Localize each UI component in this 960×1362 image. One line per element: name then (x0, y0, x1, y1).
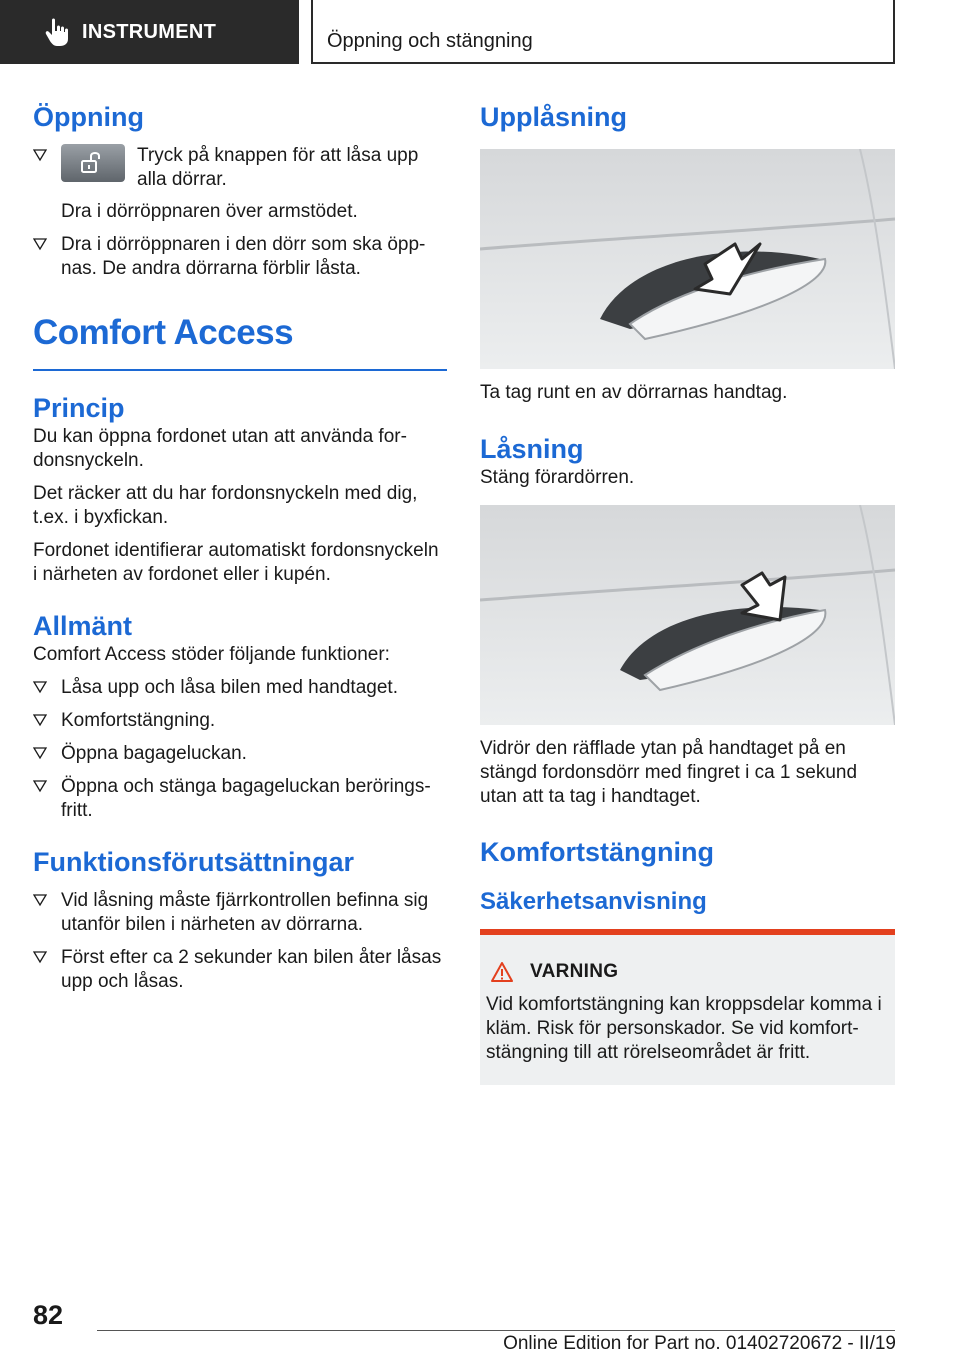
list-item (33, 233, 447, 281)
footer-edition: Online Edition for Part no. 01402720672 - II/19 (503, 1333, 896, 1354)
princip-p1: Du kan öppna fordonet utan att använda for- donsnyckeln. (33, 426, 407, 471)
chapter-title: Öppning och stängning (327, 30, 533, 52)
allmant-intro: Comfort Access stöder följande funktioner: (33, 644, 390, 665)
oppning-b1-line1: Tryck på knappen för att låsa upp (137, 145, 419, 166)
triangle-bullet-icon (33, 746, 47, 760)
oppning-b2-line1: Dra i dörröppnaren i den dörr som ska öpp- (61, 234, 426, 255)
lasning-text: Stäng förardörren. (480, 467, 635, 488)
door-handle-grip-image (480, 149, 895, 369)
heading-oppning: Öppning (33, 102, 144, 132)
warning-header (490, 961, 618, 983)
funk-item-text: upp och låsas. (61, 971, 184, 992)
section-tab (0, 0, 299, 64)
funk-item-text: Vid låsning måste fjärrkontrollen befinna sig (61, 890, 429, 911)
warning-title: VARNING (530, 961, 619, 982)
left-column (33, 100, 447, 994)
triangle-bullet-icon (33, 148, 47, 162)
lasning-caption: Vidrör den räfflade ytan på handtaget på en stängd fordonsdörr med fingret i ca 1 sekund utan att ta tag i handtaget. (480, 738, 858, 807)
list-item (33, 144, 447, 200)
upplasning-text: Ta tag runt en av dörrarnas handtag. (480, 382, 788, 403)
list-item (33, 709, 447, 733)
heading-sakerhetsanvisning: Säkerhetsanvisning (480, 888, 707, 915)
hand-pointer-icon (36, 12, 76, 52)
chapter-header (311, 0, 895, 64)
warning-triangle-icon (490, 961, 514, 983)
list-item (33, 742, 447, 766)
heading-lasning: Låsning (480, 434, 584, 464)
triangle-bullet-icon (33, 237, 47, 251)
triangle-bullet-icon (33, 950, 47, 964)
princip-p2: Det räcker att du har fordonsnyckeln med dig, t.ex. i byxfickan. (33, 483, 418, 528)
list-item (33, 946, 447, 994)
funk-item-text: utanför bilen i närheten av dörrarna. (61, 914, 364, 935)
unlock-button-image (61, 144, 125, 182)
unlock-icon (79, 151, 107, 175)
allmant-item-text: Komfortstängning. (61, 710, 216, 731)
allmant-item-text: Låsa upp och låsa bilen med handtaget. (61, 677, 398, 698)
oppning-b1-cont: Dra i dörröppnaren över armstödet. (61, 201, 358, 222)
list-item (33, 775, 447, 823)
heading-komfortstangning: Komfortstängning (480, 837, 714, 867)
heading-funktionsforutsattningar: Funktionsförutsättningar (33, 847, 354, 877)
heading-allmant: Allmänt (33, 611, 133, 641)
funk-item-text: Först efter ca 2 sekunder kan bilen åter låsas (61, 947, 442, 968)
heading-upplasning: Upplåsning (480, 102, 627, 132)
triangle-bullet-icon (33, 713, 47, 727)
oppning-b2-line2: nas. De andra dörrarna förblir låsta. (61, 258, 361, 279)
footer-rule (97, 1330, 895, 1331)
allmant-item-text: Öppna och stänga bagageluckan berörings- (61, 776, 431, 797)
triangle-bullet-icon (33, 680, 47, 694)
allmant-item-text: fritt. (61, 800, 93, 821)
oppning-b1-line2: alla dörrar. (137, 169, 227, 190)
heading-princip: Princip (33, 393, 125, 423)
triangle-bullet-icon (33, 893, 47, 907)
allmant-item-text: Öppna bagageluckan. (61, 743, 247, 764)
list-item (33, 676, 447, 700)
triangle-bullet-icon (33, 779, 47, 793)
list-item (33, 889, 447, 937)
warning-text: Vid komfortstängning kan kroppsdelar komma i kläm. Risk för personskador. Se vid komfort- stängning till att rörelseområdet är fritt. (486, 994, 882, 1063)
princip-p3: Fordonet identifierar automatiskt fordonsnyckeln i närheten av fordonet eller i kupén. (33, 540, 439, 585)
page-number: 82 (33, 1300, 64, 1330)
heading-comfort-access: Comfort Access (33, 313, 294, 352)
door-handle-touch-image (480, 505, 895, 725)
warning-content (480, 935, 895, 1085)
right-column (480, 100, 895, 1085)
warning-box (480, 929, 895, 1085)
heading-rule (33, 369, 447, 371)
section-label: INSTRUMENT (82, 20, 217, 43)
